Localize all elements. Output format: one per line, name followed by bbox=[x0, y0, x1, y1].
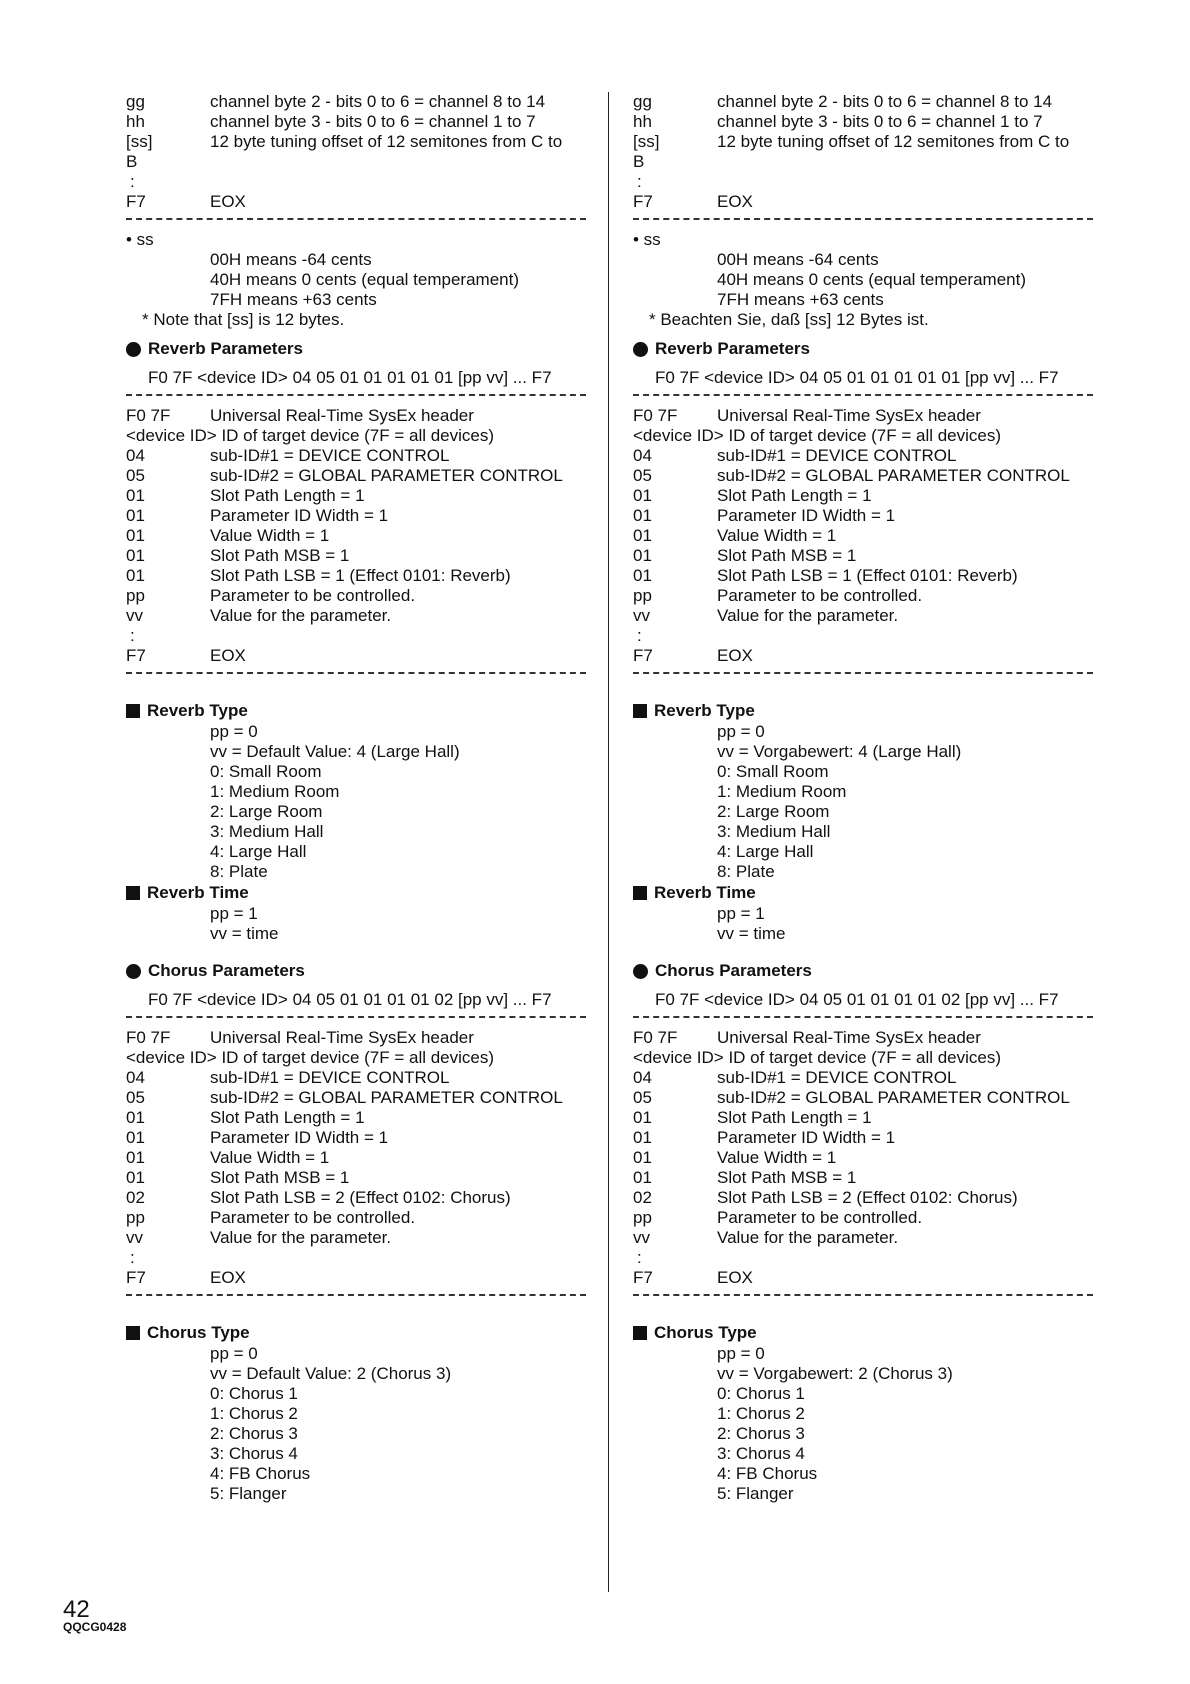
chorus-parameters-heading bbox=[633, 960, 1093, 982]
continuation-mark: : bbox=[637, 626, 642, 645]
reverb-time-line: pp = 1 bbox=[717, 904, 765, 923]
row-key: 01 bbox=[126, 1168, 145, 1187]
row-value: channel byte 2 - bits 0 to 6 = channel 8 to 14 bbox=[210, 92, 546, 111]
row-value: Universal Real-Time SysEx header bbox=[210, 406, 474, 425]
row-value: 12 byte tuning offset of 12 semitones from C to bbox=[210, 132, 563, 151]
table-row bbox=[633, 1088, 1093, 1108]
row-value: Parameter ID Width = 1 bbox=[717, 506, 896, 525]
row-value: sub-ID#2 = GLOBAL PARAMETER CONTROL bbox=[717, 466, 1070, 485]
reverb-time-line: pp = 1 bbox=[210, 904, 258, 923]
chorus-type-line: 3: Chorus 4 bbox=[717, 1444, 805, 1463]
row-key: F0 7F bbox=[126, 1028, 171, 1047]
chorus-type-line: 4: FB Chorus bbox=[210, 1464, 311, 1483]
table-row bbox=[126, 606, 586, 626]
reverb-type-line: pp = 0 bbox=[717, 722, 765, 741]
row-key: F0 7F bbox=[126, 406, 171, 425]
spacer bbox=[126, 944, 586, 960]
spacer bbox=[633, 944, 1093, 960]
table-row bbox=[126, 1148, 586, 1168]
row-key: 01 bbox=[633, 526, 652, 545]
table-row bbox=[126, 546, 586, 566]
spacer bbox=[633, 982, 1093, 990]
chorus-type-line: 1: Chorus 2 bbox=[210, 1404, 298, 1423]
ss-label: • ss bbox=[633, 230, 661, 249]
row-value: EOX bbox=[210, 1268, 246, 1287]
row-value: sub-ID#1 = DEVICE CONTROL bbox=[717, 1068, 957, 1087]
row-value: sub-ID#2 = GLOBAL PARAMETER CONTROL bbox=[210, 466, 563, 485]
row-value: Parameter to be controlled. bbox=[210, 586, 416, 605]
row-key: 01 bbox=[633, 1148, 652, 1167]
square-bullet-icon bbox=[126, 704, 140, 718]
table-row bbox=[126, 92, 586, 112]
row-key: 01 bbox=[126, 546, 145, 565]
row-value: Slot Path MSB = 1 bbox=[717, 546, 857, 565]
reverb-time-heading bbox=[633, 882, 1093, 904]
table-row bbox=[126, 566, 586, 586]
table-row bbox=[633, 112, 1093, 132]
table-row bbox=[126, 1068, 586, 1088]
continuation-mark: : bbox=[130, 626, 135, 645]
spacer bbox=[633, 1306, 1093, 1322]
chorus-parameters-heading bbox=[126, 960, 586, 982]
table-row bbox=[633, 92, 1093, 112]
row-key: 01 bbox=[633, 1128, 652, 1147]
reverb-time-line: vv = time bbox=[210, 924, 279, 943]
heading-text: Chorus Parameters bbox=[655, 961, 812, 980]
ss-line: 40H means 0 cents (equal temperament) bbox=[210, 270, 519, 289]
row-key: gg bbox=[126, 92, 145, 111]
table-row bbox=[126, 446, 586, 466]
table-row bbox=[633, 446, 1093, 466]
row-key: pp bbox=[126, 586, 145, 605]
dashed-divider bbox=[633, 1016, 1093, 1018]
reverb-type-line: 8: Plate bbox=[210, 862, 268, 881]
row-key: 04 bbox=[126, 446, 145, 465]
row-key: 01 bbox=[633, 546, 652, 565]
table-row bbox=[633, 466, 1093, 486]
row-key: [ss] bbox=[126, 132, 153, 151]
bullet-icon bbox=[633, 342, 648, 357]
spacer bbox=[126, 684, 586, 700]
row-key: hh bbox=[126, 112, 145, 131]
row-value: Parameter to be controlled. bbox=[210, 1208, 416, 1227]
reverb-type-line: vv = Default Value: 4 (Large Hall) bbox=[210, 742, 460, 761]
row-value: Slot Path MSB = 1 bbox=[717, 1168, 857, 1187]
reverb-type-line: 3: Medium Hall bbox=[210, 822, 324, 841]
row-key: F7 bbox=[633, 192, 653, 211]
row-value: Slot Path LSB = 2 (Effect 0102: Chorus) bbox=[210, 1188, 511, 1207]
table-row bbox=[633, 1268, 1093, 1288]
heading-text: Reverb Time bbox=[147, 883, 249, 902]
reverb-type-line: 3: Medium Hall bbox=[717, 822, 831, 841]
table-row bbox=[633, 646, 1093, 666]
row-key: 01 bbox=[633, 506, 652, 525]
reverb-time-heading bbox=[126, 882, 586, 904]
row-key: [ss] bbox=[633, 132, 660, 151]
reverb-type-line: 4: Large Hall bbox=[210, 842, 307, 861]
table-row bbox=[126, 152, 586, 172]
row-value: EOX bbox=[717, 1268, 753, 1287]
row-value: Slot Path LSB = 1 (Effect 0101: Reverb) bbox=[210, 566, 511, 585]
row-value: sub-ID#2 = GLOBAL PARAMETER CONTROL bbox=[210, 1088, 563, 1107]
row-value: Parameter ID Width = 1 bbox=[210, 1128, 389, 1147]
row-key: 01 bbox=[126, 486, 145, 505]
dashed-divider bbox=[126, 394, 586, 396]
table-row bbox=[633, 132, 1093, 152]
square-bullet-icon bbox=[126, 886, 140, 900]
chorus-type-line: 0: Chorus 1 bbox=[717, 1384, 805, 1403]
table-row bbox=[126, 646, 586, 666]
spacer bbox=[126, 982, 586, 990]
row-key: gg bbox=[633, 92, 652, 111]
row-value: channel byte 3 - bits 0 to 6 = channel 1 to 7 bbox=[717, 112, 1043, 131]
heading-text: Reverb Type bbox=[147, 701, 248, 720]
row-value: Value Width = 1 bbox=[210, 1148, 330, 1167]
chorus-type-line: 5: Flanger bbox=[717, 1484, 794, 1503]
row-key: 01 bbox=[633, 486, 652, 505]
device-id-row: <device ID> ID of target device (7F = all devices) bbox=[633, 426, 1002, 445]
row-key: pp bbox=[633, 1208, 652, 1227]
ss-line: 00H means -64 cents bbox=[717, 250, 879, 269]
table-row bbox=[126, 466, 586, 486]
spacer bbox=[633, 360, 1093, 368]
reverb-type-line: 0: Small Room bbox=[717, 762, 829, 781]
page-number: 42 bbox=[63, 1596, 90, 1623]
chorus-type-line: 2: Chorus 3 bbox=[210, 1424, 298, 1443]
table-row bbox=[633, 1148, 1093, 1168]
reverb-type-line: 1: Medium Room bbox=[210, 782, 340, 801]
heading-text: Chorus Type bbox=[147, 1323, 250, 1342]
table-row bbox=[126, 1188, 586, 1208]
row-key: B bbox=[633, 152, 645, 171]
reverb-time-line: vv = time bbox=[717, 924, 786, 943]
reverb-type-line: 4: Large Hall bbox=[717, 842, 814, 861]
table-row bbox=[126, 1108, 586, 1128]
dashed-divider bbox=[633, 394, 1093, 396]
device-id-row: <device ID> ID of target device (7F = all devices) bbox=[126, 1048, 495, 1067]
row-value: EOX bbox=[717, 646, 753, 665]
dashed-divider bbox=[126, 1016, 586, 1018]
row-key: 01 bbox=[126, 566, 145, 585]
square-bullet-icon bbox=[633, 704, 647, 718]
table-row bbox=[633, 546, 1093, 566]
row-value: Slot Path Length = 1 bbox=[717, 1108, 872, 1127]
row-value: Value for the parameter. bbox=[210, 606, 392, 625]
table-row bbox=[633, 566, 1093, 586]
device-id-row: <device ID> ID of target device (7F = all devices) bbox=[126, 426, 495, 445]
chorus-type-line: pp = 0 bbox=[717, 1344, 765, 1363]
row-key: 01 bbox=[126, 526, 145, 545]
row-value: Slot Path MSB = 1 bbox=[210, 1168, 350, 1187]
row-key: F7 bbox=[633, 646, 653, 665]
row-value: sub-ID#1 = DEVICE CONTROL bbox=[210, 446, 450, 465]
dashed-divider bbox=[633, 672, 1093, 674]
row-value: Parameter ID Width = 1 bbox=[717, 1128, 896, 1147]
square-bullet-icon bbox=[126, 1326, 140, 1340]
english-column bbox=[126, 92, 586, 1504]
row-value: Universal Real-Time SysEx header bbox=[717, 406, 981, 425]
continuation-mark: : bbox=[130, 172, 135, 191]
row-value: Slot Path LSB = 2 (Effect 0102: Chorus) bbox=[717, 1188, 1018, 1207]
row-key: 05 bbox=[633, 466, 652, 485]
chorus-type-line: vv = Vorgabewert: 2 (Chorus 3) bbox=[717, 1364, 953, 1383]
row-value: Value for the parameter. bbox=[210, 1228, 392, 1247]
spacer bbox=[126, 1306, 586, 1322]
table-row bbox=[633, 1188, 1093, 1208]
row-key: vv bbox=[633, 1228, 650, 1247]
row-value: EOX bbox=[210, 192, 246, 211]
row-key: 04 bbox=[126, 1068, 145, 1087]
row-value: channel byte 3 - bits 0 to 6 = channel 1 to 7 bbox=[210, 112, 536, 131]
ss-note: * Note that [ss] is 12 bytes. bbox=[142, 310, 345, 329]
column-divider bbox=[608, 92, 609, 1592]
command-syntax: F0 7F <device ID> 04 05 01 01 01 01 01 [pp vv] ... F7 bbox=[148, 368, 552, 387]
chorus-type-line: 1: Chorus 2 bbox=[717, 1404, 805, 1423]
spacer bbox=[633, 684, 1093, 700]
row-key: 01 bbox=[633, 1108, 652, 1127]
square-bullet-icon bbox=[633, 1326, 647, 1340]
table-row bbox=[126, 192, 586, 212]
ss-line: 40H means 0 cents (equal temperament) bbox=[717, 270, 1026, 289]
command-syntax: F0 7F <device ID> 04 05 01 01 01 01 02 [pp vv] ... F7 bbox=[148, 990, 552, 1009]
ss-note: * Beachten Sie, daß [ss] 12 Bytes ist. bbox=[649, 310, 929, 329]
dashed-divider bbox=[126, 1294, 586, 1296]
row-value: EOX bbox=[717, 192, 753, 211]
reverb-type-line: 0: Small Room bbox=[210, 762, 322, 781]
table-row bbox=[126, 1268, 586, 1288]
table-row bbox=[126, 1028, 586, 1048]
table-row bbox=[633, 1068, 1093, 1088]
square-bullet-icon bbox=[633, 886, 647, 900]
row-key: F7 bbox=[126, 646, 146, 665]
device-id-row: <device ID> ID of target device (7F = all devices) bbox=[633, 1048, 1002, 1067]
continuation-mark: : bbox=[637, 1248, 642, 1267]
chorus-type-line: 4: FB Chorus bbox=[717, 1464, 818, 1483]
dashed-divider bbox=[633, 1294, 1093, 1296]
row-value: Slot Path Length = 1 bbox=[717, 486, 872, 505]
row-key: 01 bbox=[126, 1128, 145, 1147]
row-key: 01 bbox=[126, 506, 145, 525]
table-row bbox=[126, 112, 586, 132]
row-key: F0 7F bbox=[633, 1028, 678, 1047]
chorus-type-heading bbox=[633, 1322, 1093, 1344]
row-value: Slot Path LSB = 1 (Effect 0101: Reverb) bbox=[717, 566, 1018, 585]
spacer bbox=[126, 360, 586, 368]
chorus-type-line: 5: Flanger bbox=[210, 1484, 287, 1503]
table-row bbox=[633, 192, 1093, 212]
chorus-type-line: 3: Chorus 4 bbox=[210, 1444, 298, 1463]
table-row bbox=[126, 506, 586, 526]
table-row bbox=[633, 1128, 1093, 1148]
row-key: 05 bbox=[633, 1088, 652, 1107]
row-key: 04 bbox=[633, 446, 652, 465]
continuation-mark: : bbox=[637, 172, 642, 191]
table-row bbox=[126, 526, 586, 546]
row-value: Universal Real-Time SysEx header bbox=[717, 1028, 981, 1047]
row-key: F7 bbox=[126, 192, 146, 211]
ss-line: 7FH means +63 cents bbox=[210, 290, 377, 309]
row-key: 02 bbox=[633, 1188, 652, 1207]
row-value: sub-ID#2 = GLOBAL PARAMETER CONTROL bbox=[717, 1088, 1070, 1107]
chorus-type-line: vv = Default Value: 2 (Chorus 3) bbox=[210, 1364, 452, 1383]
row-key: 01 bbox=[633, 1168, 652, 1187]
row-key: 01 bbox=[126, 1108, 145, 1127]
row-value: Parameter to be controlled. bbox=[717, 1208, 923, 1227]
reverb-type-line: vv = Vorgabewert: 4 (Large Hall) bbox=[717, 742, 962, 761]
reverb-type-line: 1: Medium Room bbox=[717, 782, 847, 801]
heading-text: Chorus Parameters bbox=[148, 961, 305, 980]
row-key: pp bbox=[126, 1208, 145, 1227]
document-code: QQCG0428 bbox=[63, 1620, 127, 1634]
table-row bbox=[633, 152, 1093, 172]
table-row bbox=[633, 586, 1093, 606]
bullet-icon bbox=[126, 964, 141, 979]
reverb-type-line: 2: Large Room bbox=[717, 802, 830, 821]
row-key: vv bbox=[633, 606, 650, 625]
dashed-divider bbox=[126, 218, 586, 220]
bullet-icon bbox=[633, 964, 648, 979]
table-row bbox=[126, 1208, 586, 1228]
table-row bbox=[126, 486, 586, 506]
table-row bbox=[633, 486, 1093, 506]
ss-label: • ss bbox=[126, 230, 154, 249]
row-value: Slot Path Length = 1 bbox=[210, 486, 365, 505]
row-value: Value for the parameter. bbox=[717, 1228, 899, 1247]
chorus-type-heading bbox=[126, 1322, 586, 1344]
heading-text: Reverb Parameters bbox=[148, 339, 303, 358]
table-row bbox=[633, 406, 1093, 426]
table-row bbox=[633, 526, 1093, 546]
row-value: Value Width = 1 bbox=[717, 526, 837, 545]
reverb-parameters-heading bbox=[633, 338, 1093, 360]
table-row bbox=[633, 506, 1093, 526]
reverb-type-line: pp = 0 bbox=[210, 722, 258, 741]
table-row bbox=[633, 1168, 1093, 1188]
bullet-icon bbox=[126, 342, 141, 357]
row-key: F7 bbox=[126, 1268, 146, 1287]
row-value: Value for the parameter. bbox=[717, 606, 899, 625]
row-key: pp bbox=[633, 586, 652, 605]
table-row bbox=[126, 1168, 586, 1188]
row-value: Universal Real-Time SysEx header bbox=[210, 1028, 474, 1047]
row-key: 05 bbox=[126, 466, 145, 485]
table-row bbox=[126, 1228, 586, 1248]
row-value: Parameter ID Width = 1 bbox=[210, 506, 389, 525]
heading-text: Chorus Type bbox=[654, 1323, 757, 1342]
table-row bbox=[126, 1088, 586, 1108]
row-value: Slot Path MSB = 1 bbox=[210, 546, 350, 565]
table-row bbox=[633, 1028, 1093, 1048]
table-row bbox=[633, 1228, 1093, 1248]
command-syntax: F0 7F <device ID> 04 05 01 01 01 01 01 [pp vv] ... F7 bbox=[655, 368, 1059, 387]
ss-line: 7FH means +63 cents bbox=[717, 290, 884, 309]
spacer bbox=[633, 330, 1093, 338]
row-value: EOX bbox=[210, 646, 246, 665]
row-value: channel byte 2 - bits 0 to 6 = channel 8 to 14 bbox=[717, 92, 1053, 111]
heading-text: Reverb Time bbox=[654, 883, 756, 902]
spacer bbox=[126, 330, 586, 338]
row-key: F0 7F bbox=[633, 406, 678, 425]
row-key: F7 bbox=[633, 1268, 653, 1287]
row-value: Slot Path Length = 1 bbox=[210, 1108, 365, 1127]
row-key: 02 bbox=[126, 1188, 145, 1207]
continuation-mark: : bbox=[130, 1248, 135, 1267]
table-row bbox=[126, 406, 586, 426]
row-key: 01 bbox=[126, 1148, 145, 1167]
reverb-type-heading bbox=[126, 700, 586, 722]
ss-line: 00H means -64 cents bbox=[210, 250, 372, 269]
dashed-divider bbox=[633, 218, 1093, 220]
row-value: Value Width = 1 bbox=[717, 1148, 837, 1167]
chorus-type-line: pp = 0 bbox=[210, 1344, 258, 1363]
command-syntax: F0 7F <device ID> 04 05 01 01 01 01 02 [pp vv] ... F7 bbox=[655, 990, 1059, 1009]
table-row bbox=[633, 1108, 1093, 1128]
row-key: hh bbox=[633, 112, 652, 131]
reverb-type-line: 8: Plate bbox=[717, 862, 775, 881]
reverb-type-heading bbox=[633, 700, 1093, 722]
row-key: 05 bbox=[126, 1088, 145, 1107]
row-key: vv bbox=[126, 606, 143, 625]
table-row bbox=[126, 132, 586, 152]
table-row bbox=[126, 586, 586, 606]
reverb-parameters-heading bbox=[126, 338, 586, 360]
table-row bbox=[633, 606, 1093, 626]
german-column bbox=[633, 92, 1093, 1504]
row-key: B bbox=[126, 152, 138, 171]
row-value: sub-ID#1 = DEVICE CONTROL bbox=[717, 446, 957, 465]
heading-text: Reverb Type bbox=[654, 701, 755, 720]
chorus-type-line: 0: Chorus 1 bbox=[210, 1384, 298, 1403]
chorus-type-line: 2: Chorus 3 bbox=[717, 1424, 805, 1443]
row-value: sub-ID#1 = DEVICE CONTROL bbox=[210, 1068, 450, 1087]
row-value: Parameter to be controlled. bbox=[717, 586, 923, 605]
table-row bbox=[126, 1128, 586, 1148]
row-key: 01 bbox=[633, 566, 652, 585]
row-key: vv bbox=[126, 1228, 143, 1247]
row-key: 04 bbox=[633, 1068, 652, 1087]
row-value: 12 byte tuning offset of 12 semitones from C to bbox=[717, 132, 1070, 151]
row-value: Value Width = 1 bbox=[210, 526, 330, 545]
heading-text: Reverb Parameters bbox=[655, 339, 810, 358]
table-row bbox=[633, 1208, 1093, 1228]
reverb-type-line: 2: Large Room bbox=[210, 802, 323, 821]
dashed-divider bbox=[126, 672, 586, 674]
